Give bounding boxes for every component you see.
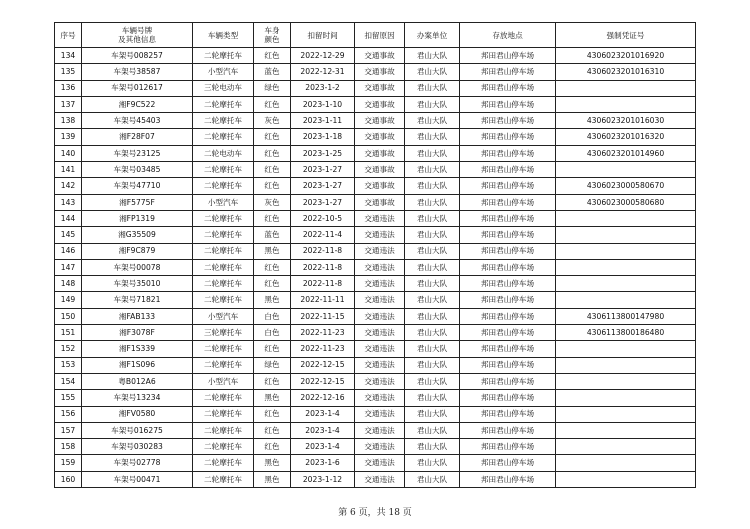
cell-index: 145 <box>55 227 82 243</box>
cell-handling-unit: 君山大队 <box>405 64 460 80</box>
cell-index: 160 <box>55 471 82 487</box>
cell-impound-reason: 交通违法 <box>355 276 405 292</box>
cell-plate: 车架号03485 <box>82 162 193 178</box>
table-row <box>55 406 696 422</box>
cell-impound-reason: 交通违法 <box>355 373 405 389</box>
cell-impound-reason: 交通违法 <box>355 210 405 226</box>
cell-index: 147 <box>55 259 82 275</box>
cell-impound-date: 2023-1-27 <box>291 162 355 178</box>
cell-certificate-no <box>556 439 696 455</box>
cell-certificate-no: 4306023000580670 <box>556 178 696 194</box>
table-row <box>55 162 696 178</box>
cell-certificate-no <box>556 406 696 422</box>
cell-certificate-no <box>556 162 696 178</box>
cell-body-color: 绿色 <box>254 80 291 96</box>
header-col-handling-unit: 办案单位 <box>405 23 460 48</box>
cell-vehicle-type: 二轮摩托车 <box>193 357 254 373</box>
cell-handling-unit: 君山大队 <box>405 80 460 96</box>
cell-index: 151 <box>55 325 82 341</box>
cell-body-color: 黑色 <box>254 471 291 487</box>
cell-storage-location: 邦田君山停车场 <box>460 276 556 292</box>
cell-certificate-no <box>556 96 696 112</box>
cell-vehicle-type: 二轮摩托车 <box>193 48 254 64</box>
cell-impound-date: 2023-1-27 <box>291 194 355 210</box>
cell-vehicle-type: 二轮摩托车 <box>193 406 254 422</box>
cell-impound-date: 2023-1-18 <box>291 129 355 145</box>
cell-vehicle-type: 小型汽车 <box>193 194 254 210</box>
cell-handling-unit: 君山大队 <box>405 113 460 129</box>
cell-storage-location: 邦田君山停车场 <box>460 227 556 243</box>
cell-vehicle-type: 二轮摩托车 <box>193 276 254 292</box>
cell-impound-reason: 交通违法 <box>355 259 405 275</box>
cell-vehicle-type: 小型汽车 <box>193 64 254 80</box>
cell-index: 146 <box>55 243 82 259</box>
cell-impound-date: 2023-1-25 <box>291 145 355 161</box>
cell-impound-reason: 交通事故 <box>355 162 405 178</box>
table-row <box>55 80 696 96</box>
cell-handling-unit: 君山大队 <box>405 455 460 471</box>
cell-impound-date: 2023-1-4 <box>291 439 355 455</box>
cell-impound-reason: 交通违法 <box>355 455 405 471</box>
cell-impound-reason: 交通违法 <box>355 406 405 422</box>
table-header-row <box>55 23 696 48</box>
cell-impound-reason: 交通违法 <box>355 292 405 308</box>
table-row <box>55 357 696 373</box>
cell-plate: 车架号016275 <box>82 422 193 438</box>
cell-plate: 车架号45403 <box>82 113 193 129</box>
table-row <box>55 259 696 275</box>
cell-body-color: 白色 <box>254 308 291 324</box>
header-col-impound-reason: 扣留原因 <box>355 23 405 48</box>
cell-index: 158 <box>55 439 82 455</box>
cell-storage-location: 邦田君山停车场 <box>460 259 556 275</box>
cell-vehicle-type: 二轮摩托车 <box>193 341 254 357</box>
header-col-storage-location: 存放地点 <box>460 23 556 48</box>
cell-impound-date: 2023-1-12 <box>291 471 355 487</box>
cell-body-color: 红色 <box>254 48 291 64</box>
cell-certificate-no: 4306023201016030 <box>556 113 696 129</box>
cell-certificate-no <box>556 210 696 226</box>
cell-impound-reason: 交通违法 <box>355 325 405 341</box>
cell-plate: 湘F1S096 <box>82 357 193 373</box>
cell-body-color: 黑色 <box>254 243 291 259</box>
cell-impound-reason: 交通事故 <box>355 145 405 161</box>
cell-vehicle-type: 二轮摩托车 <box>193 178 254 194</box>
cell-vehicle-type: 二轮摩托车 <box>193 210 254 226</box>
cell-impound-reason: 交通违法 <box>355 439 405 455</box>
header-col-plate: 车辆号牌 及其他信息 <box>82 23 193 48</box>
cell-body-color: 红色 <box>254 341 291 357</box>
cell-index: 157 <box>55 422 82 438</box>
cell-storage-location: 邦田君山停车场 <box>460 406 556 422</box>
cell-body-color: 灰色 <box>254 194 291 210</box>
cell-handling-unit: 君山大队 <box>405 406 460 422</box>
cell-plate: 车架号030283 <box>82 439 193 455</box>
cell-certificate-no <box>556 259 696 275</box>
cell-storage-location: 邦田君山停车场 <box>460 455 556 471</box>
cell-vehicle-type: 二轮摩托车 <box>193 113 254 129</box>
cell-impound-date: 2022-12-15 <box>291 357 355 373</box>
cell-impound-date: 2022-12-15 <box>291 373 355 389</box>
page-footer: 第 6 页，共 18 页 <box>338 508 412 518</box>
cell-storage-location: 邦田君山停车场 <box>460 194 556 210</box>
cell-impound-date: 2022-12-29 <box>291 48 355 64</box>
cell-storage-location: 邦田君山停车场 <box>460 243 556 259</box>
cell-vehicle-type: 二轮摩托车 <box>193 162 254 178</box>
cell-body-color: 红色 <box>254 439 291 455</box>
cell-impound-date: 2023-1-6 <box>291 455 355 471</box>
cell-handling-unit: 君山大队 <box>405 325 460 341</box>
cell-index: 156 <box>55 406 82 422</box>
table-row <box>55 471 696 487</box>
table-row <box>55 178 696 194</box>
table-row <box>55 113 696 129</box>
cell-impound-date: 2022-11-23 <box>291 341 355 357</box>
cell-certificate-no <box>556 390 696 406</box>
cell-vehicle-type: 二轮摩托车 <box>193 422 254 438</box>
cell-vehicle-type: 小型汽车 <box>193 308 254 324</box>
cell-index: 148 <box>55 276 82 292</box>
cell-plate: 湘F5775F <box>82 194 193 210</box>
cell-body-color: 红色 <box>254 162 291 178</box>
cell-vehicle-type: 二轮摩托车 <box>193 292 254 308</box>
cell-body-color: 红色 <box>254 178 291 194</box>
cell-plate: 车架号008257 <box>82 48 193 64</box>
cell-impound-date: 2023-1-27 <box>291 178 355 194</box>
cell-plate: 湘F28F07 <box>82 129 193 145</box>
cell-vehicle-type: 小型汽车 <box>193 373 254 389</box>
cell-vehicle-type: 三轮摩托车 <box>193 325 254 341</box>
cell-impound-reason: 交通事故 <box>355 48 405 64</box>
cell-handling-unit: 君山大队 <box>405 390 460 406</box>
cell-vehicle-type: 二轮摩托车 <box>193 227 254 243</box>
cell-impound-reason: 交通违法 <box>355 357 405 373</box>
cell-plate: 车架号02778 <box>82 455 193 471</box>
table-row <box>55 341 696 357</box>
cell-impound-reason: 交通事故 <box>355 178 405 194</box>
cell-storage-location: 邦田君山停车场 <box>460 373 556 389</box>
cell-impound-date: 2023-1-4 <box>291 422 355 438</box>
cell-handling-unit: 君山大队 <box>405 308 460 324</box>
cell-handling-unit: 君山大队 <box>405 422 460 438</box>
cell-handling-unit: 君山大队 <box>405 373 460 389</box>
cell-impound-date: 2022-11-23 <box>291 325 355 341</box>
cell-storage-location: 邦田君山停车场 <box>460 145 556 161</box>
cell-handling-unit: 君山大队 <box>405 162 460 178</box>
cell-vehicle-type: 二轮摩托车 <box>193 439 254 455</box>
table-row <box>55 308 696 324</box>
cell-storage-location: 邦田君山停车场 <box>460 129 556 145</box>
cell-index: 139 <box>55 129 82 145</box>
cell-storage-location: 邦田君山停车场 <box>460 113 556 129</box>
cell-body-color: 红色 <box>254 129 291 145</box>
cell-plate: 湘F9C522 <box>82 96 193 112</box>
cell-impound-date: 2022-12-31 <box>291 64 355 80</box>
cell-storage-location: 邦田君山停车场 <box>460 162 556 178</box>
cell-index: 134 <box>55 48 82 64</box>
cell-handling-unit: 君山大队 <box>405 178 460 194</box>
cell-handling-unit: 君山大队 <box>405 96 460 112</box>
cell-body-color: 黑色 <box>254 390 291 406</box>
cell-index: 144 <box>55 210 82 226</box>
cell-impound-reason: 交通违法 <box>355 243 405 259</box>
cell-vehicle-type: 二轮摩托车 <box>193 129 254 145</box>
cell-handling-unit: 君山大队 <box>405 48 460 64</box>
table-row <box>55 325 696 341</box>
cell-certificate-no: 4306023000580680 <box>556 194 696 210</box>
cell-index: 143 <box>55 194 82 210</box>
cell-certificate-no <box>556 292 696 308</box>
cell-certificate-no: 4306023201016320 <box>556 129 696 145</box>
cell-certificate-no: 4306023201016920 <box>556 48 696 64</box>
cell-certificate-no: 4306023201014960 <box>556 145 696 161</box>
header-col-vehicle-type: 车辆类型 <box>193 23 254 48</box>
cell-impound-reason: 交通事故 <box>355 80 405 96</box>
cell-impound-reason: 交通事故 <box>355 113 405 129</box>
cell-body-color: 红色 <box>254 422 291 438</box>
cell-impound-reason: 交通事故 <box>355 129 405 145</box>
cell-index: 135 <box>55 64 82 80</box>
cell-plate: 湘FP1319 <box>82 210 193 226</box>
cell-storage-location: 邦田君山停车场 <box>460 64 556 80</box>
cell-body-color: 黑色 <box>254 455 291 471</box>
cell-impound-date: 2022-11-8 <box>291 259 355 275</box>
cell-storage-location: 邦田君山停车场 <box>460 48 556 64</box>
cell-vehicle-type: 三轮电动车 <box>193 80 254 96</box>
cell-certificate-no <box>556 243 696 259</box>
cell-storage-location: 邦田君山停车场 <box>460 325 556 341</box>
cell-impound-date: 2023-1-2 <box>291 80 355 96</box>
cell-handling-unit: 君山大队 <box>405 129 460 145</box>
header-col-index: 序号 <box>55 23 82 48</box>
cell-vehicle-type: 二轮摩托车 <box>193 471 254 487</box>
table-body <box>55 48 696 488</box>
cell-body-color: 红色 <box>254 373 291 389</box>
cell-impound-date: 2023-1-4 <box>291 406 355 422</box>
cell-body-color: 红色 <box>254 276 291 292</box>
cell-certificate-no <box>556 471 696 487</box>
cell-plate: 车架号38587 <box>82 64 193 80</box>
table-row <box>55 373 696 389</box>
cell-index: 149 <box>55 292 82 308</box>
cell-index: 154 <box>55 373 82 389</box>
cell-index: 152 <box>55 341 82 357</box>
cell-certificate-no <box>556 341 696 357</box>
table-row <box>55 243 696 259</box>
cell-plate: 车架号13234 <box>82 390 193 406</box>
cell-index: 137 <box>55 96 82 112</box>
table-row <box>55 64 696 80</box>
cell-impound-date: 2022-10-5 <box>291 210 355 226</box>
cell-body-color: 红色 <box>254 145 291 161</box>
cell-handling-unit: 君山大队 <box>405 210 460 226</box>
cell-handling-unit: 君山大队 <box>405 243 460 259</box>
cell-handling-unit: 君山大队 <box>405 471 460 487</box>
cell-plate: 湘F9C879 <box>82 243 193 259</box>
cell-storage-location: 邦田君山停车场 <box>460 357 556 373</box>
cell-body-color: 黑色 <box>254 292 291 308</box>
table-row <box>55 129 696 145</box>
table-row <box>55 48 696 64</box>
cell-vehicle-type: 二轮摩托车 <box>193 455 254 471</box>
cell-storage-location: 邦田君山停车场 <box>460 80 556 96</box>
cell-storage-location: 邦田君山停车场 <box>460 308 556 324</box>
cell-body-color: 红色 <box>254 96 291 112</box>
cell-impound-date: 2022-11-15 <box>291 308 355 324</box>
cell-plate: 湘FAB133 <box>82 308 193 324</box>
cell-certificate-no <box>556 227 696 243</box>
cell-vehicle-type: 二轮摩托车 <box>193 390 254 406</box>
cell-plate: 车架号00078 <box>82 259 193 275</box>
cell-impound-reason: 交通事故 <box>355 194 405 210</box>
table-row <box>55 276 696 292</box>
cell-certificate-no: 4306023201016310 <box>556 64 696 80</box>
cell-index: 138 <box>55 113 82 129</box>
cell-impound-reason: 交通违法 <box>355 308 405 324</box>
cell-impound-date: 2023-1-10 <box>291 96 355 112</box>
cell-plate: 湘G35509 <box>82 227 193 243</box>
cell-plate: 车架号71821 <box>82 292 193 308</box>
cell-handling-unit: 君山大队 <box>405 227 460 243</box>
cell-impound-reason: 交通事故 <box>355 64 405 80</box>
cell-index: 136 <box>55 80 82 96</box>
cell-storage-location: 邦田君山停车场 <box>460 96 556 112</box>
cell-plate: 车架号012617 <box>82 80 193 96</box>
header-col-certificate-no: 强制凭证号 <box>556 23 696 48</box>
cell-handling-unit: 君山大队 <box>405 259 460 275</box>
cell-plate: 车架号47710 <box>82 178 193 194</box>
header-col-impound-date: 扣留时间 <box>291 23 355 48</box>
cell-impound-reason: 交通违法 <box>355 422 405 438</box>
table-row <box>55 422 696 438</box>
cell-plate: 湘F1S339 <box>82 341 193 357</box>
cell-index: 140 <box>55 145 82 161</box>
cell-handling-unit: 君山大队 <box>405 194 460 210</box>
cell-storage-location: 邦田君山停车场 <box>460 390 556 406</box>
cell-vehicle-type: 二轮摩托车 <box>193 96 254 112</box>
cell-index: 159 <box>55 455 82 471</box>
table-row <box>55 210 696 226</box>
cell-vehicle-type: 二轮电动车 <box>193 145 254 161</box>
cell-impound-date: 2022-11-11 <box>291 292 355 308</box>
cell-storage-location: 邦田君山停车场 <box>460 341 556 357</box>
cell-handling-unit: 君山大队 <box>405 341 460 357</box>
cell-body-color: 蓝色 <box>254 64 291 80</box>
cell-handling-unit: 君山大队 <box>405 145 460 161</box>
cell-body-color: 绿色 <box>254 357 291 373</box>
cell-impound-date: 2023-1-11 <box>291 113 355 129</box>
cell-storage-location: 邦田君山停车场 <box>460 178 556 194</box>
cell-vehicle-type: 二轮摩托车 <box>193 243 254 259</box>
cell-certificate-no <box>556 357 696 373</box>
cell-body-color: 红色 <box>254 406 291 422</box>
cell-body-color: 红色 <box>254 259 291 275</box>
table-row <box>55 439 696 455</box>
cell-plate: 车架号00471 <box>82 471 193 487</box>
cell-storage-location: 邦田君山停车场 <box>460 210 556 226</box>
table-row <box>55 292 696 308</box>
cell-handling-unit: 君山大队 <box>405 276 460 292</box>
cell-impound-reason: 交通违法 <box>355 471 405 487</box>
table-row <box>55 145 696 161</box>
cell-plate: 粤B012A6 <box>82 373 193 389</box>
cell-index: 150 <box>55 308 82 324</box>
impounded-vehicle-table <box>54 22 696 488</box>
cell-certificate-no <box>556 455 696 471</box>
table-row <box>55 194 696 210</box>
table-row <box>55 455 696 471</box>
cell-impound-reason: 交通事故 <box>355 96 405 112</box>
cell-plate: 湘F3078F <box>82 325 193 341</box>
cell-impound-reason: 交通违法 <box>355 341 405 357</box>
table-row <box>55 227 696 243</box>
cell-certificate-no <box>556 80 696 96</box>
cell-index: 141 <box>55 162 82 178</box>
cell-impound-date: 2022-11-4 <box>291 227 355 243</box>
header-col-body-color: 车身 颜色 <box>254 23 291 48</box>
cell-storage-location: 邦田君山停车场 <box>460 422 556 438</box>
cell-handling-unit: 君山大队 <box>405 357 460 373</box>
cell-index: 153 <box>55 357 82 373</box>
cell-storage-location: 邦田君山停车场 <box>460 471 556 487</box>
table-row <box>55 390 696 406</box>
cell-storage-location: 邦田君山停车场 <box>460 292 556 308</box>
cell-plate: 车架号35010 <box>82 276 193 292</box>
cell-handling-unit: 君山大队 <box>405 292 460 308</box>
cell-impound-reason: 交通违法 <box>355 227 405 243</box>
cell-body-color: 白色 <box>254 325 291 341</box>
cell-plate: 湘FV0580 <box>82 406 193 422</box>
cell-impound-date: 2022-11-8 <box>291 243 355 259</box>
cell-index: 142 <box>55 178 82 194</box>
cell-plate: 车架号23125 <box>82 145 193 161</box>
cell-impound-reason: 交通违法 <box>355 390 405 406</box>
cell-impound-date: 2022-12-16 <box>291 390 355 406</box>
cell-certificate-no: 4306113800147980 <box>556 308 696 324</box>
cell-handling-unit: 君山大队 <box>405 439 460 455</box>
cell-storage-location: 邦田君山停车场 <box>460 439 556 455</box>
cell-body-color: 灰色 <box>254 113 291 129</box>
cell-certificate-no <box>556 373 696 389</box>
cell-vehicle-type: 二轮摩托车 <box>193 259 254 275</box>
cell-body-color: 红色 <box>254 210 291 226</box>
cell-certificate-no <box>556 276 696 292</box>
cell-body-color: 蓝色 <box>254 227 291 243</box>
table-row <box>55 96 696 112</box>
cell-impound-date: 2022-11-8 <box>291 276 355 292</box>
cell-certificate-no: 4306113800186480 <box>556 325 696 341</box>
cell-index: 155 <box>55 390 82 406</box>
cell-certificate-no <box>556 422 696 438</box>
